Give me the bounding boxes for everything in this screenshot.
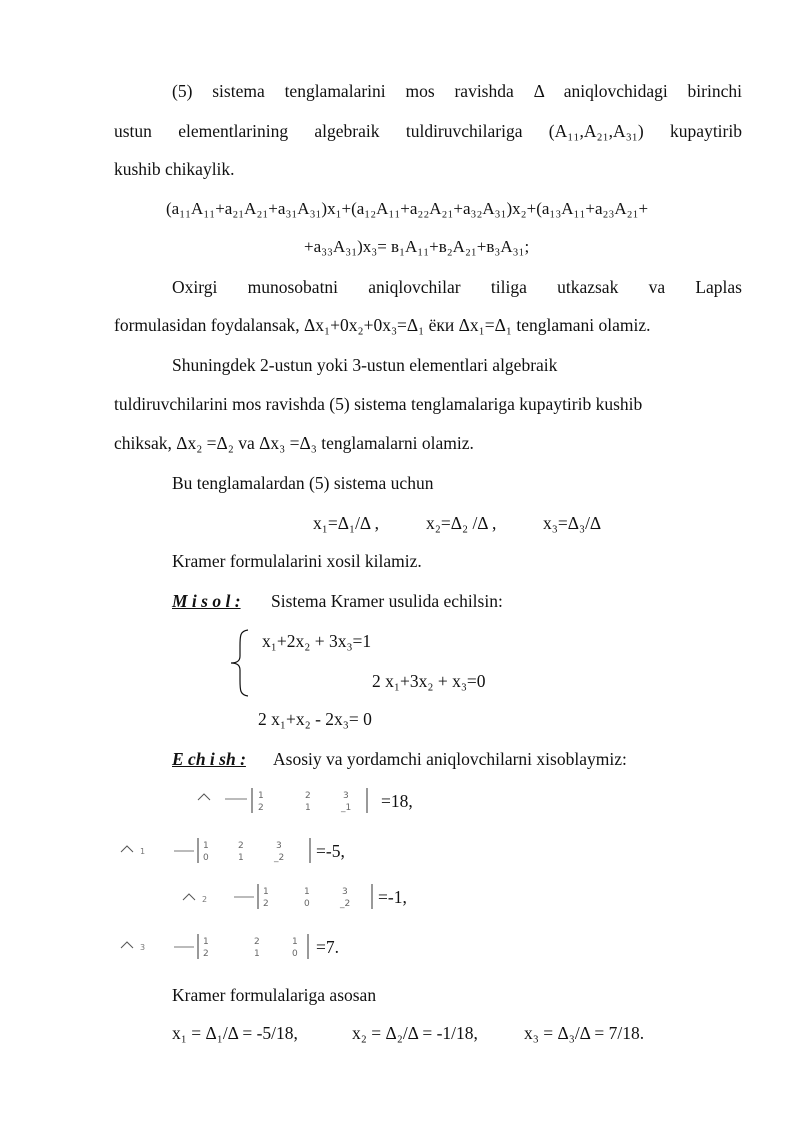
- paragraph-line: kushib chikaylik.: [114, 159, 235, 179]
- svg-text:2: 2: [254, 937, 260, 947]
- formula-x3: x₃=Δ₃/Δ: [543, 513, 602, 533]
- svg-text:2: 2: [238, 841, 244, 851]
- determinant-value: =18,: [381, 791, 413, 811]
- determinant-value: =-5,: [316, 841, 345, 861]
- formula-x1: x₁=Δ₁/Δ ,: [313, 513, 379, 533]
- result-x2: x₂ = Δ₂/Δ = -1/18,: [352, 1023, 478, 1043]
- formula-x2: x₂=Δ₂ /Δ ,: [426, 513, 497, 533]
- svg-text:1: 1: [292, 937, 298, 947]
- svg-text:2: 2: [305, 791, 311, 801]
- system-equation-3: 2 x₁+x₂ - 2x₃= 0: [258, 709, 372, 729]
- svg-text:1: 1: [238, 853, 244, 863]
- paragraph-line: chiksak, Δx₂ =Δ₂ va Δx₃ =Δ₃ tenglamalarni olamiz.: [114, 433, 474, 453]
- example-label: M i s o l :: [172, 591, 241, 611]
- svg-text:2: 2: [203, 949, 209, 959]
- paragraph-line: Bu tenglamalardan (5) sistema uchun: [172, 473, 434, 493]
- svg-text:1: 1: [304, 887, 310, 897]
- system-equation-2: 2 x₁+3x₂ + x₃=0: [372, 671, 486, 691]
- determinant-value: =7.: [316, 937, 339, 957]
- svg-text:3: 3: [276, 841, 282, 851]
- determinant-value: =-1,: [378, 887, 407, 907]
- system-equation-1: x₁+2x₂ + 3x₃=1: [262, 631, 372, 651]
- svg-text:0: 0: [203, 853, 209, 863]
- result-x3: x₃ = Δ₃/Δ = 7/18.: [524, 1023, 645, 1043]
- paragraph-line: Oxirgi munosobatni aniqlovchilar tiliga utkazsak va Laplas: [172, 277, 742, 297]
- equation-line: +a₃₃A₃₁)x₃= в₁A₁₁+в₂A₂₁+в₃A₃₁;: [304, 237, 530, 256]
- svg-text:_2: _2: [274, 853, 285, 863]
- svg-text:0: 0: [292, 949, 298, 959]
- svg-text:1: 1: [263, 887, 269, 897]
- determinant-image: [195, 786, 380, 816]
- paragraph-line: tuldiruvchilarini mos ravishda (5) sistema tenglamalariga kupaytirib kushib: [114, 394, 643, 414]
- svg-text:1: 1: [203, 841, 209, 851]
- determinant-row: [118, 932, 378, 962]
- svg-text:3: 3: [342, 887, 348, 897]
- svg-text:0: 0: [304, 899, 310, 909]
- conclusion-text: Kramer formulalariga asosan: [172, 985, 377, 1005]
- solution-text: Asosiy va yordamchi aniqlovchilarni xisoblaymiz:: [273, 749, 627, 769]
- svg-text:3: 3: [343, 791, 349, 801]
- paragraph-line: Kramer formulalarini xosil kilamiz.: [172, 551, 422, 571]
- determinant-row: [118, 836, 378, 866]
- svg-text:1: 1: [140, 847, 146, 856]
- svg-text:1: 1: [258, 791, 264, 801]
- result-x1: x₁ = Δ₁/Δ = -5/18,: [172, 1023, 298, 1043]
- equation-line: (a₁₁A₁₁+a₂₁A₂₁+a₃₁A₃₁)x₁+(a₁₂A₁₁+a₂₂A₂₁+a₃₂A₃₁)x₂+(a₁₃A₁₁+a₂₃A₂₁+: [166, 199, 649, 218]
- determinant-row: [195, 786, 435, 816]
- svg-text:1: 1: [254, 949, 260, 959]
- svg-text:_1: _1: [341, 803, 352, 813]
- paragraph-line: formulasidan foydalansak, Δx₁+0x₂+0x₃=Δ₁ ёки Δx₁=Δ₁ tenglamani olamiz.: [114, 315, 651, 335]
- svg-text:1: 1: [203, 937, 209, 947]
- svg-text:_2: _2: [340, 899, 351, 909]
- svg-text:2: 2: [258, 803, 264, 813]
- paragraph-line: ustun elementlarining algebraik tuldiruvchilariga (A₁₁,A₂₁,A₃₁) kupaytirib: [114, 121, 742, 141]
- paragraph-line: (5) sistema tenglamalarini mos ravishda Δ aniqlovchidagi birinchi: [172, 81, 742, 101]
- svg-text:1: 1: [305, 803, 311, 813]
- brace-icon: [228, 628, 250, 698]
- example-text: Sistema Kramer usulida echilsin:: [271, 591, 503, 611]
- determinant-image: [118, 932, 314, 962]
- svg-text:2: 2: [263, 899, 269, 909]
- svg-text:3: 3: [140, 943, 146, 952]
- determinant-image: [180, 882, 376, 912]
- solution-label: E ch i sh :: [172, 749, 246, 769]
- determinant-row: [180, 882, 440, 912]
- svg-text:2: 2: [202, 895, 208, 904]
- determinant-image: [118, 836, 314, 866]
- paragraph-line: Shuningdek 2-ustun yoki 3-ustun elementlari algebraik: [172, 355, 558, 375]
